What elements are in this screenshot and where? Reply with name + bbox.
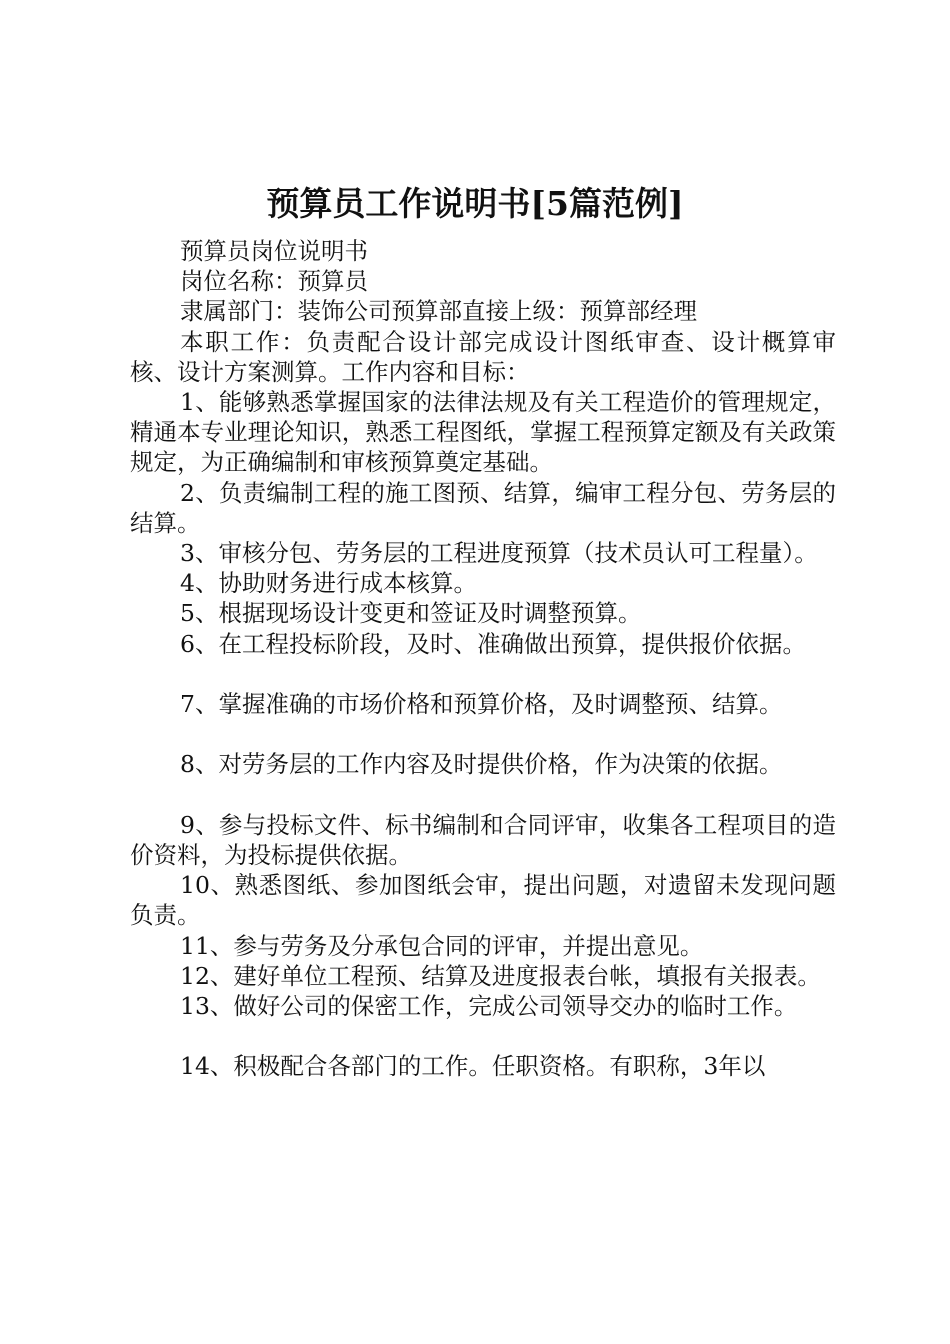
document-body	[130, 236, 836, 1082]
paragraph-item-8: 8、对劳务层的工作内容及时提供价格，作为决策的依据。	[180, 750, 783, 779]
paragraph-item-11: 11、参与劳务及分承包合同的评审，并提出意见。	[180, 931, 704, 960]
paragraph-item-4: 4、协助财务进行成本核算。	[180, 569, 477, 598]
paragraph-duty: 本职工作：负责配合设计部完成设计图纸审查、设计概算审核、设计方案测算。工作内容和目标：	[130, 327, 836, 386]
paragraph-position-name: 岗位名称：预算员	[180, 267, 368, 296]
paragraph-department: 隶属部门：装饰公司预算部直接上级：预算部经理	[180, 297, 697, 326]
paragraph-item-13: 13、做好公司的保密工作，完成公司领导交办的临时工作。	[180, 992, 798, 1021]
paragraph-item-14: 14、积极配合各部门的工作。任职资格。有职称，3年以	[180, 1052, 766, 1081]
paragraph-item-2: 2、负责编制工程的施工图预、结算，编审工程分包、劳务层的结算。	[130, 478, 836, 537]
paragraph-item-12: 12、建好单位工程预、结算及进度报表台帐，填报有关报表。	[180, 961, 821, 990]
paragraph-item-1: 1、能够熟悉掌握国家的法律法规及有关工程造价的管理规定，精通本专业理论知识，熟悉工程图纸，掌握工程预算定额及有关政策规定，为正确编制和审核预算奠定基础。	[130, 388, 836, 477]
paragraph-item-3: 3、审核分包、劳务层的工程进度预算（技术员认可工程量）。	[180, 539, 818, 568]
paragraph-heading: 预算员岗位说明书	[180, 237, 368, 265]
paragraph-item-10: 10、熟悉图纸、参加图纸会审，提出问题，对遗留未发现问题负责。	[130, 871, 836, 930]
paragraph-item-9: 9、参与投标文件、标书编制和合同评审，收集各工程项目的造价资料，为投标提供依据。	[130, 810, 836, 870]
paragraph-item-6: 6、在工程投标阶段，及时、准确做出预算，提供报价依据。	[180, 629, 806, 658]
paragraph-item-7: 7、掌握准确的市场价格和预算价格，及时调整预、结算。	[180, 690, 783, 719]
paragraph-item-5: 5、根据现场设计变更和签证及时调整预算。	[180, 599, 642, 628]
document-title: 预算员工作说明书[5篇范例]	[266, 184, 684, 223]
